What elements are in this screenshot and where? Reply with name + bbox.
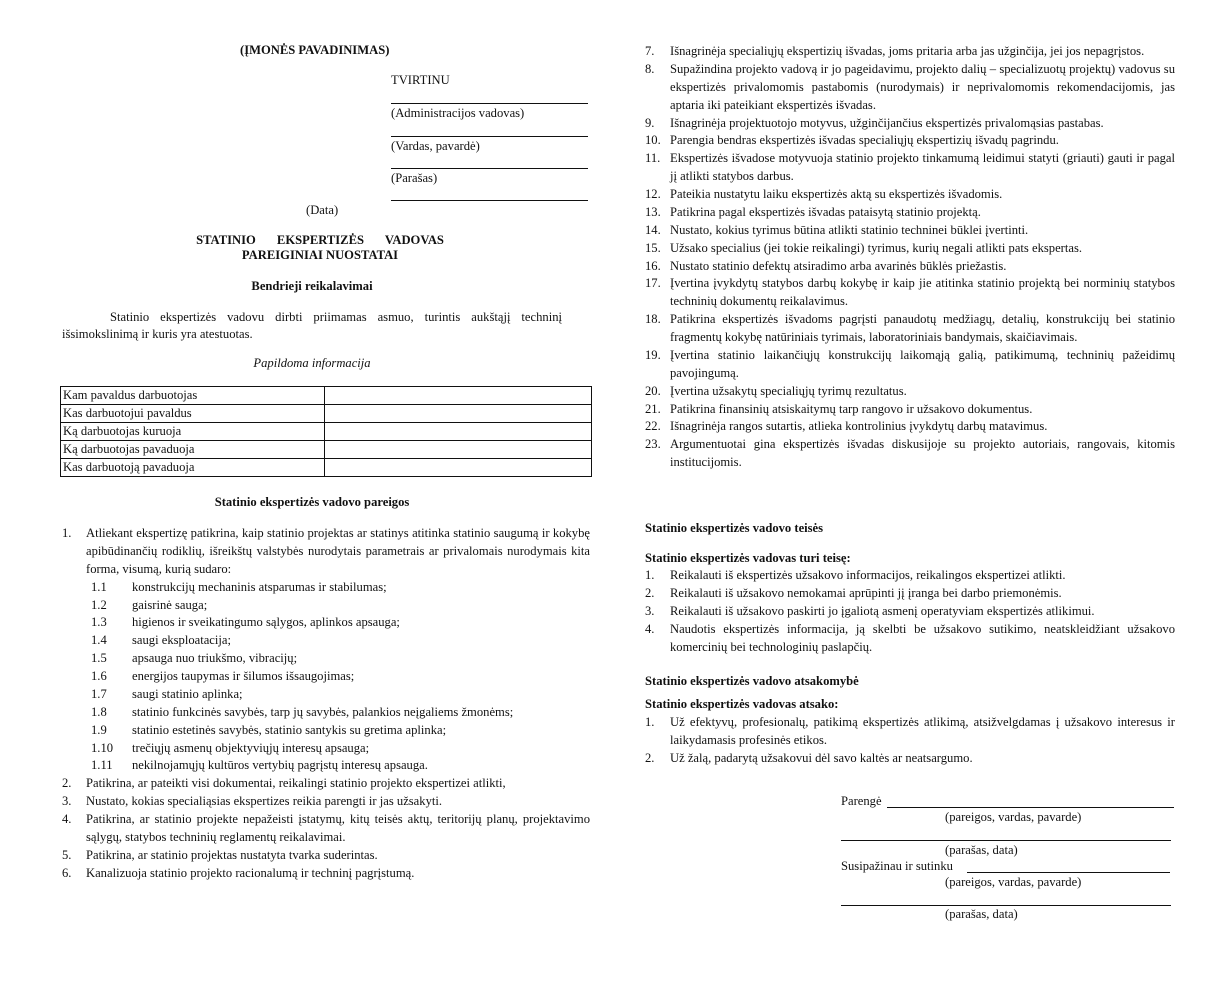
responsibility-heading: Statinio ekspertizės vadovo atsakomybė xyxy=(645,674,859,688)
item-number: 3. xyxy=(645,603,655,618)
additional-heading: Papildoma informacija xyxy=(253,356,371,370)
item-text: Užsako specialius (jei tokie reikalingi) tyrimus, kurių negali atlikti pats ekspertas. xyxy=(670,240,1082,255)
item-text: Ekspertizės išvadose motyvuoja statinio projekto tinkamumą leidimui statyti (griauti) gauti ir pagal jį atlikti statybos darbus. xyxy=(670,151,1175,184)
sub-item-number: 1.10 xyxy=(91,740,114,755)
item-text: Už žalą, padarytą užsakovui dėl savo kaltės ar neatsargumo. xyxy=(670,750,973,765)
item-number: 19. xyxy=(645,347,661,362)
responsibility-subheading: Statinio ekspertizės vadovas atsako: xyxy=(645,697,839,711)
item-number: 8. xyxy=(645,61,655,76)
list-item xyxy=(62,775,590,793)
item-text: Nustato, kokias specialiąsias ekspertizes reikia parengti ir jas užsakyti. xyxy=(86,794,443,809)
table-row xyxy=(61,459,592,477)
sub-item-text: apsauga nuo triukšmo, vibracijų; xyxy=(132,651,298,666)
item-text: Reikalauti iš ekspertizės užsakovo informacijos, reikalingos ekspertizei atlikti. xyxy=(670,568,1066,582)
list-item xyxy=(645,383,1175,401)
item-number: 14. xyxy=(645,222,661,237)
rights-heading: Statinio ekspertizės vadovo teisės xyxy=(645,521,824,535)
item-text: Patikrina finansinių atsiskaitymų tarp rangovo ir užsakovo dokumentus. xyxy=(670,401,1033,416)
sub-item xyxy=(62,686,590,704)
title-line-2: PAREIGINIAI NUOSTATAI xyxy=(241,247,399,262)
list-item xyxy=(645,275,1175,311)
sub-item xyxy=(62,614,590,632)
sub-item-number: 1.7 xyxy=(91,686,107,701)
duties-list-left xyxy=(62,525,590,883)
item-text: Patikrina ekspertizės išvadoms pagrįsti panaudotų medžiagų, detalių, konstrukcijų bei statinio fragmentų kokybę natūriniais tyrimais, laboratoriniais bandymais, skaičiavimais. xyxy=(670,312,1175,344)
list-item xyxy=(645,436,1175,472)
sub-item-number: 1.5 xyxy=(91,651,107,666)
sub-item xyxy=(62,650,590,668)
table-cell-label: Kas darbuotoją pavaduoja xyxy=(61,459,325,477)
item-number: 2. xyxy=(62,776,72,791)
list-item xyxy=(645,204,1175,222)
prepared-line xyxy=(887,807,1174,808)
prepared-sign-line xyxy=(841,840,1171,841)
item-text: Išnagrinėja rangos sutartis, atlieka kontrolinius įvykdytų darbų matavimus. xyxy=(670,419,1048,434)
admin-head-caption: (Administracijos vadovas) xyxy=(391,106,525,120)
sub-item xyxy=(62,632,590,650)
acknowledged-label: Susipažinau ir sutinku xyxy=(841,859,953,873)
item-number: 20. xyxy=(645,383,661,398)
item-number: 12. xyxy=(645,187,661,201)
item-text: Įvertina užsakytų specialiųjų tyrimų rezultatus. xyxy=(670,383,907,398)
sub-item-text: nekilnojamųjų kultūros vertybių pagrįstų interesų apsauga. xyxy=(132,758,428,773)
list-item xyxy=(62,793,590,811)
table-cell-label: Ką darbuotojas kuruoja xyxy=(61,423,325,441)
list-item xyxy=(645,567,1175,585)
table-row xyxy=(61,405,592,423)
duties-heading: Statinio ekspertizės vadovo pareigos xyxy=(214,495,410,509)
sub-item-number: 1.8 xyxy=(91,704,107,719)
admin-head-line xyxy=(391,136,588,137)
general-heading: Bendrieji reikalavimai xyxy=(251,279,373,293)
table-row xyxy=(61,387,592,405)
duties-list-right xyxy=(645,43,1175,472)
list-item xyxy=(645,714,1175,750)
item-text: Už efektyvų, profesionalų, patikimą ekspertizės atlikimą, atsižvelgdamas į užsakovo interesus ir laikydamasis profesinės etikos. xyxy=(670,715,1175,747)
sub-item-text: higienos ir sveikatingumo sąlygos, aplinkos apsauga; xyxy=(132,615,400,630)
item-number: 16. xyxy=(645,258,661,273)
item-text: Kanalizuoja statinio projekto racionalumą ir techninį pagrįstumą. xyxy=(86,865,415,880)
sub-item-text: statinio estetinės savybės, statinio santykis su gretima aplinka; xyxy=(132,722,447,737)
list-item xyxy=(645,150,1175,186)
item-number: 17. xyxy=(645,276,661,291)
item-text: Įvertina įvykdytų statybos darbų kokybę ir kaip jie atitinka statinio projektą bei norminių statybos techninių dokumentų reikalavimus. xyxy=(670,276,1175,309)
item-number: 18. xyxy=(645,312,661,327)
table-cell-value[interactable] xyxy=(325,459,592,477)
list-item xyxy=(645,418,1175,436)
sub-item-number: 1.4 xyxy=(91,633,107,648)
sub-item xyxy=(62,757,590,775)
signature-caption: (Parašas) xyxy=(391,171,438,185)
document-title xyxy=(150,232,490,265)
item-number: 22. xyxy=(645,419,661,434)
item-number: 2. xyxy=(645,750,655,765)
item-text: Įvertina statinio laikančiųjų konstrukcijų laikomąją galią, patikimumą, techninių pažeidimų pavojingumą. xyxy=(670,347,1175,380)
sub-item xyxy=(62,722,590,740)
title-line-1: STATINIO EKSPERTIZĖS VADOVAS xyxy=(196,233,444,247)
rights-list xyxy=(645,567,1175,656)
list-item xyxy=(62,865,590,883)
list-item xyxy=(62,811,590,847)
rights-subheading: Statinio ekspertizės vadovas turi teisę: xyxy=(645,551,851,565)
item-number: 7. xyxy=(645,44,655,58)
item-number: 13. xyxy=(645,204,661,219)
item-text: Nustato statinio defektų atsiradimo arba avarinės būklės priežastis. xyxy=(670,258,1007,273)
acknowledged-caption: (pareigos, vardas, pavarde) xyxy=(945,875,1082,889)
sub-item-text: statinio funkcinės savybės, tarp jų savybės, palankios neįgaliems žmonėms; xyxy=(132,704,514,719)
list-item xyxy=(645,115,1175,133)
item-number: 23. xyxy=(645,437,661,452)
item-number: 21. xyxy=(645,401,661,416)
table-cell-value[interactable] xyxy=(325,405,592,423)
item-number: 3. xyxy=(62,794,72,809)
sub-item-number: 1.9 xyxy=(91,722,107,737)
table-cell-label: Ką darbuotojas pavaduoja xyxy=(61,441,325,459)
item-number: 10. xyxy=(645,133,661,148)
sub-item-number: 1.6 xyxy=(91,669,107,683)
list-item xyxy=(645,750,1175,768)
item-number: 1. xyxy=(645,568,655,582)
list-item xyxy=(645,258,1175,276)
list-item xyxy=(645,621,1175,657)
list-item xyxy=(645,401,1175,419)
sub-item-text: saugi statinio aplinka; xyxy=(132,686,243,701)
item-number: 9. xyxy=(645,115,655,130)
item-text: Pateikia nustatytu laiku ekspertizės aktą su ekspertizės išvadomis. xyxy=(670,187,1003,201)
table-row xyxy=(61,441,592,459)
list-item xyxy=(62,847,590,865)
item-number: 11. xyxy=(645,151,661,166)
prepared-label: Parengė xyxy=(841,794,882,808)
prepared-caption: (pareigos, vardas, pavarde) xyxy=(945,810,1082,824)
item-text: Parengia bendras ekspertizės išvadas specialiųjų ekspertizių išvadų pagrindu. xyxy=(670,133,1059,148)
date-caption: (Data) xyxy=(306,203,339,217)
item-text: Atliekant ekspertizę patikrina, kaip statinio projektas ar statinys atitinka statinio saugumą ir kokybę apibūdinančių rodiklių, išreikštų valstybės nurodytais parametrais ar privalomais nurodymais kita forma, visumą, kurią sudaro: xyxy=(86,526,590,576)
table-cell-label: Kas darbuotojui pavaldus xyxy=(61,405,325,423)
table-cell-value[interactable] xyxy=(325,423,592,441)
list-item xyxy=(645,61,1175,115)
item-number: 1. xyxy=(62,526,72,540)
list-item xyxy=(645,311,1175,347)
item-text: Reikalauti iš užsakovo nemokamai aprūpinti jį įranga bei darbo priemonėmis. xyxy=(670,585,1062,600)
sub-item-number: 1.3 xyxy=(91,615,107,630)
sub-item-number: 1.1 xyxy=(91,579,107,594)
table-cell-value[interactable] xyxy=(325,387,592,405)
company-name: (ĮMONĖS PAVADINIMAS) xyxy=(240,43,390,57)
list-item xyxy=(645,186,1175,204)
sub-item xyxy=(62,579,590,597)
sub-item xyxy=(62,668,590,686)
item-text: Patikrina, ar statinio projekte nepažeisti įstatymų, kitų teisės aktų, teritorijų planų, projektavimo sąlygų, statybos techninių reglamentų reikalavimai. xyxy=(86,812,590,844)
item-number: 5. xyxy=(62,847,72,862)
additional-table xyxy=(60,386,592,477)
sub-item-number: 1.2 xyxy=(91,597,107,612)
item-text: Naudotis ekspertizės informacija, ją skelbti be užsakovo sutikimo, neatskleidžiant užsakovo komercinių bei technologinių paslapčių. xyxy=(670,621,1175,654)
name-surname-line xyxy=(391,168,588,169)
sub-item-text: energijos taupymas ir šilumos išsaugojimas; xyxy=(132,669,355,683)
sub-item xyxy=(62,597,590,615)
table-row xyxy=(61,423,592,441)
list-item xyxy=(645,132,1175,150)
list-item xyxy=(645,43,1175,61)
list-item xyxy=(645,222,1175,240)
item-text: Reikalauti iš užsakovo paskirti jo įgaliotą asmenį operatyviam ekspertizės atlikimui. xyxy=(670,603,1095,618)
item-text: Patikrina, ar statinio projektas nustatyta tvarka suderintas. xyxy=(86,847,378,862)
item-text: Patikrina pagal ekspertizės išvadas pataisytą statinio projektą. xyxy=(670,204,981,219)
item-number: 1. xyxy=(645,715,655,729)
item-text: Argumentuotai gina ekspertizės išvadas diskusijoje su projekto autoriais, rangovais, kitomis institucijomis. xyxy=(670,437,1175,470)
approve-line xyxy=(391,103,588,104)
general-text: Statinio ekspertizės vadovu dirbti priimamas asmuo, turintis aukštąjį techninį išsimokslinimą ir kuris yra atestuotas. xyxy=(62,310,562,342)
list-item xyxy=(645,585,1175,603)
prepared-sign-caption: (parašas, data) xyxy=(945,843,1018,857)
sub-item-text: gaisrinė sauga; xyxy=(132,597,208,612)
list-item xyxy=(645,347,1175,383)
item-text: Išnagrinėja projektuotojo motyvus, užginčijančius ekspertizės privalomąsias pastabas. xyxy=(670,115,1104,130)
item-number: 15. xyxy=(645,240,661,255)
sub-item xyxy=(62,740,590,758)
approve-label: TVIRTINU xyxy=(391,73,450,87)
table-cell-label: Kam pavaldus darbuotojas xyxy=(61,387,325,405)
item-text: Išnagrinėja specialiųjų ekspertizių išvadas, joms pritaria arba jas užginčija, jei jos nepagrįstos. xyxy=(670,44,1145,58)
item-number: 6. xyxy=(62,865,72,880)
sub-item-text: konstrukcijų mechaninis atsparumas ir stabilumas; xyxy=(132,579,387,594)
item-text: Nustato, kokius tyrimus būtina atlikti statinio techninei būklei įvertinti. xyxy=(670,222,1029,237)
item-text: Supažindina projekto vadovą ir jo pageidavimu, projekto dalių – specializuotų projektų) vadovus su ekspertizės privalomomis pastabomis (nurodymais) ir neprivalomomis rekomendacijomis, jas aptaria iki pateikiant ekspertizės išvadas. xyxy=(670,61,1175,112)
sub-item xyxy=(62,704,590,722)
table-cell-value[interactable] xyxy=(325,441,592,459)
acknowledged-line xyxy=(967,872,1170,873)
item-number: 4. xyxy=(645,621,655,636)
list-item xyxy=(645,603,1175,621)
responsibility-list xyxy=(645,714,1175,768)
sub-item-text: saugi eksploatacija; xyxy=(132,633,231,648)
acknowledged-sign-caption: (parašas, data) xyxy=(945,907,1018,921)
list-item xyxy=(645,240,1175,258)
sub-item-number: 1.11 xyxy=(91,758,113,773)
signature-line xyxy=(391,200,588,201)
item-number: 2. xyxy=(645,585,655,600)
item-text: Patikrina, ar pateikti visi dokumentai, reikalingi statinio projekto ekspertizei atlikti, xyxy=(86,776,506,791)
name-surname-caption: (Vardas, pavardė) xyxy=(391,139,480,153)
sub-item-text: trečiųjų asmenų objektyviųjų interesų apsauga; xyxy=(132,740,370,755)
item-number: 4. xyxy=(62,812,72,826)
list-item xyxy=(62,525,590,579)
